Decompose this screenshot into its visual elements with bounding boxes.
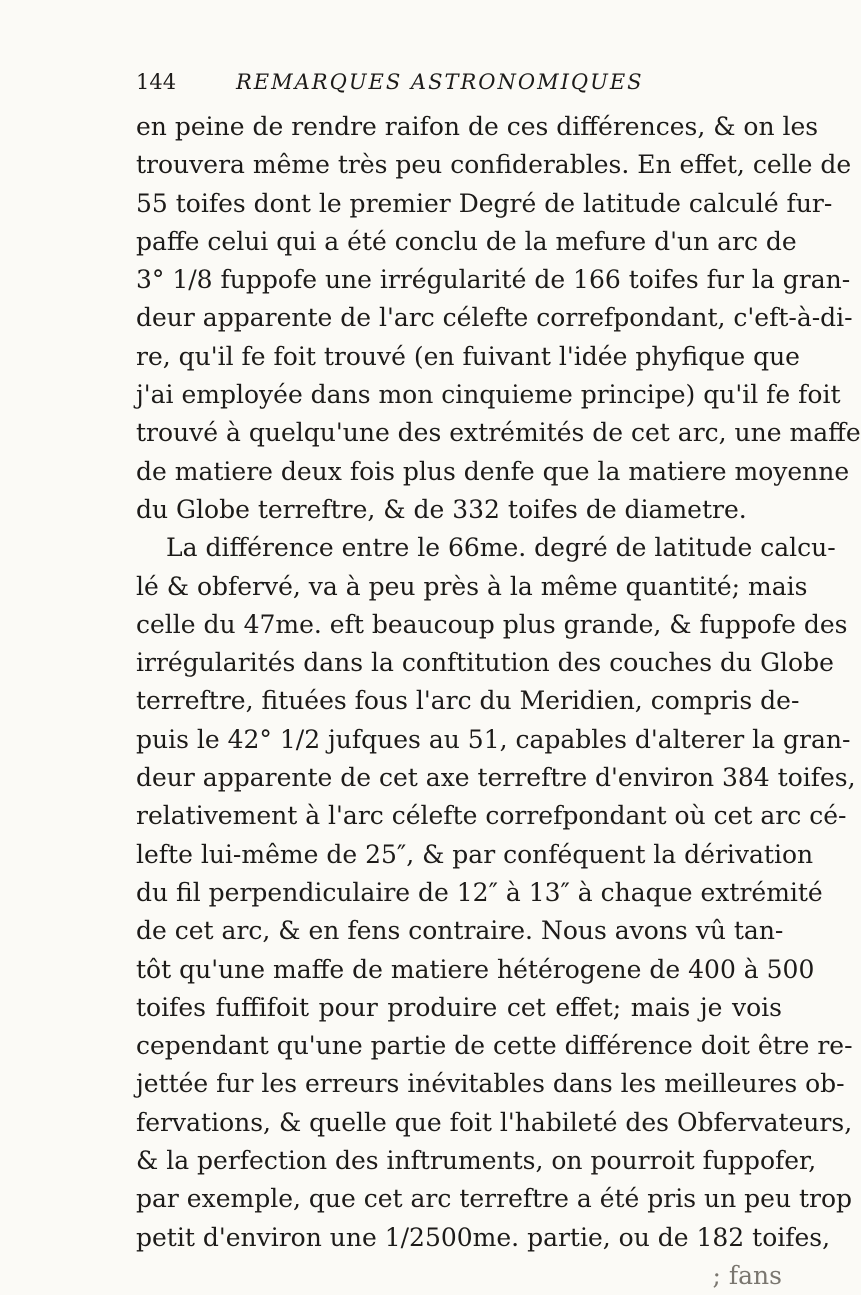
text-line: lefte lui-même de 25″, & par conféquent la dérivation — [136, 839, 814, 869]
page-number: 144 — [136, 70, 177, 94]
text-line: La différence entre le 66me. degré de latitude calcu- — [166, 533, 836, 563]
text-line: relativement à l'arc célefte correfpondant où cet arc cé- — [136, 801, 847, 831]
text-line: lé & obfervé, va à peu près à la même quantité; mais — [136, 571, 808, 601]
text-line: du fil perpendiculaire de 12″ à 13″ à chaque extrémité — [136, 877, 823, 907]
text-line: deur apparente de l'arc célefte correfpondant, c'eft-à-di- — [136, 303, 853, 333]
text-line: j'ai employée dans mon cinquieme principe) qu'il fe foit — [136, 380, 841, 410]
text-line: puis le 42° 1/2 jufques au 51, capables d'alterer la gran- — [136, 724, 851, 754]
text-line: 3° 1/8 fuppofe une irrégularité de 166 toifes fur la gran- — [136, 265, 851, 295]
text-line: trouvera même très peu confiderables. En effet, celle de — [136, 150, 852, 180]
text-line: & la perfection des inftruments, on pourroit fuppofer, — [136, 1146, 817, 1176]
text-line: deur apparente de cet axe terreftre d'environ 384 toifes, — [136, 763, 856, 793]
page-header — [136, 70, 776, 100]
text-line: 55 toifes dont le premier Degré de latitude calculé fur- — [136, 188, 833, 218]
body-text — [136, 108, 861, 1295]
text-line: fervations, & quelle que foit l'habileté des Obfervateurs, — [136, 1107, 853, 1137]
text-line: du Globe terreftre, & de 332 toifes de diametre. — [136, 494, 747, 524]
running-title: REMARQUES ASTRONOMIQUES — [236, 70, 644, 94]
text-line: en peine de rendre raifon de ces différences, & on les — [136, 112, 819, 141]
text-line: par exemple, que cet arc terreftre a été pris un peu trop — [136, 1184, 853, 1214]
text-line: trouvé à quelqu'une des extrémités de cet arc, une maffe — [136, 418, 861, 448]
text-line: de cet arc, & en fens contraire. Nous avons vû tan- — [136, 916, 784, 946]
text-line: tôt qu'une maffe de matiere hétérogene de 400 à 500 — [136, 954, 815, 984]
text-line: irrégularités dans la conftitution des couches du Globe — [136, 648, 834, 678]
text-line: terreftre, fituées fous l'arc du Meridien, compris de- — [136, 686, 800, 716]
text-line: paffe celui qui a été conclu de la mefure d'un arc de — [136, 226, 797, 256]
text-line: jettée fur les erreurs inévitables dans les meilleures ob- — [136, 1069, 845, 1099]
catchword: ; fans — [712, 1260, 782, 1290]
text-line: toifes fuffifoit pour produire cet effet; mais je vois — [136, 992, 782, 1022]
text-line: re, qu'il fe foit trouvé (en fuivant l'idée phyfique que — [136, 341, 800, 371]
text-line: celle du 47me. eft beaucoup plus grande, & fuppofe des — [136, 609, 848, 639]
text-line: de matiere deux fois plus denfe que la matiere moyenne — [136, 456, 850, 486]
text-line: cependant qu'une partie de cette différence doit être re- — [136, 1031, 853, 1061]
text-line: petit d'environ une 1/2500me. partie, ou de 182 toifes, — [136, 1222, 831, 1252]
